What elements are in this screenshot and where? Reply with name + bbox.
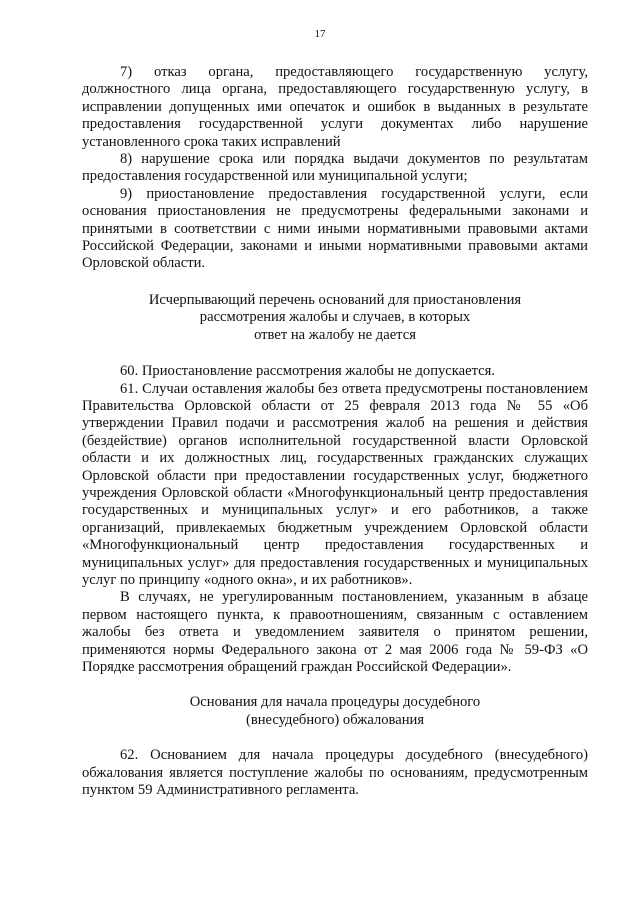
list-item-8: 8) нарушение срока или порядка выдачи документов по результатам предоставления государственной или муниципальной услуги; <box>82 151 588 185</box>
page-number: 17 <box>314 28 326 40</box>
document-body <box>82 64 588 799</box>
list-item-7: 7) отказ органа, предоставляющего государственную услугу, должностного лица органа, предоставляющего государственную услугу, в исправлении допущенных ими опечаток и ошибок в выданных в результате предоставления государственной услуги документах либо нарушение установленного срока таких исправлений <box>82 64 588 150</box>
heading-line: ответ на жалобу не дается <box>254 326 416 343</box>
paragraph-62: 62. Основанием для начала процедуры досудебного (внесудебного) обжалования является поступление жалобы по основаниям, предусмотренным пунктом 59 Административного регламента. <box>82 747 588 799</box>
heading-line: Основания для начала процедуры досудебного <box>189 694 481 711</box>
paragraph-61: 61. Случаи оставления жалобы без ответа предусмотрены постановлением Правительства Орловской области от 25 февраля 2013 года № 55 «Об утверждении Правил подачи и рассмотрения жалоб на решения и действия (бездействие) органов исполнительной государственной власти Орловской области и их должностных лиц, государственных гражданских служащих Орловской области при предоставлении государственных услуг, бюджетного учреждения Орловской области «Многофункциональный центр предоставления государственных и муниципальных услуг» и его работников, а также организаций, привлекаемых бюджетным учреждением Орловской области «Многофункциональный центр предоставления государственных и муниципальных услуг» для предоставления государственных и муниципальных услуг по принципу «одного окна», и их работников». <box>82 380 588 588</box>
heading-line: Исчерпывающий перечень оснований для приостановления <box>148 291 522 308</box>
paragraph-61-continued: В случаях, не урегулированным постановлением, указанным в абзаце первом настоящего пункта, к правоотношениям, связанным с оставлением жалобы без ответа и уведомлением заявителя о принятом решении, применяются нормы Федерального закона от 2 мая 2006 года № 59-ФЗ «О Порядке рассмотрения обращений граждан Российской Федерации». <box>82 589 588 675</box>
heading-line: (внесудебного) обжалования <box>245 711 425 728</box>
paragraph-60: 60. Приостановление рассмотрения жалобы не допускается. <box>120 363 496 380</box>
section-heading-appeal-grounds <box>82 694 588 729</box>
list-item-9: 9) приостановление предоставления государственной услуги, если основания приостановления не предусмотрены федеральными законами и принятыми в соответствии с ними иными нормативными правовыми актами Российской Федерации, законами и иными нормативными правовыми актами Орловской области. <box>82 185 588 272</box>
section-heading-suspension <box>82 292 588 344</box>
heading-line: рассмотрения жалобы и случаев, в которых <box>199 309 471 326</box>
